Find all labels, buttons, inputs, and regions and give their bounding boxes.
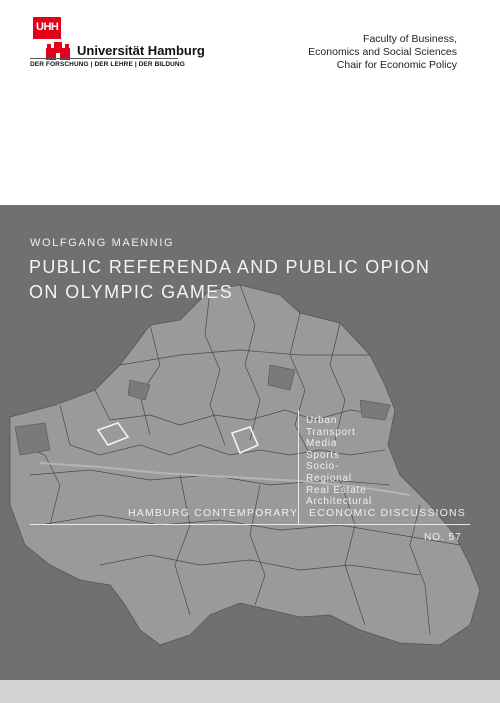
footer-band [0, 680, 500, 703]
horizontal-divider [30, 524, 470, 525]
university-tagline: DER FORSCHUNG | DER LEHRE | DER BILDUNG [30, 61, 185, 68]
uhh-logo-mark [33, 17, 61, 39]
topic-item: Sports [306, 449, 340, 461]
paper-title [29, 255, 430, 305]
chair-line: Chair for Economic Policy [336, 59, 457, 71]
topic-item: Real Estate [306, 484, 367, 496]
divider [30, 58, 178, 59]
logo-text: UHH [36, 21, 59, 33]
topic-item: Architectural [306, 496, 372, 508]
faculty-line: Faculty of Business, [363, 33, 457, 45]
series-name-left: HAMBURG CONTEMPORARY [128, 507, 299, 519]
castle-crest-icon [44, 40, 72, 60]
author-name: WOLFGANG MAENNIG [30, 237, 175, 249]
cover-panel [0, 205, 500, 680]
title-line: ON OLYMPIC GAMES [29, 282, 234, 302]
issue-number: NO. 57 [424, 532, 462, 543]
topic-item: Transport [306, 426, 356, 438]
topic-item: Socio- [306, 461, 340, 473]
faculty-info [308, 33, 457, 72]
header [0, 0, 500, 205]
topic-item: Urban [306, 415, 338, 426]
topic-item: Media [306, 438, 338, 450]
title-line: PUBLIC REFERENDA AND PUBLIC OPION [29, 257, 431, 277]
university-name: Universität Hamburg [77, 43, 205, 58]
faculty-line: Economics and Social Sciences [308, 46, 457, 58]
series-name-right: ECONOMIC DISCUSSIONS [309, 507, 467, 519]
topic-list [306, 415, 372, 508]
topic-item: Regional [306, 472, 352, 484]
